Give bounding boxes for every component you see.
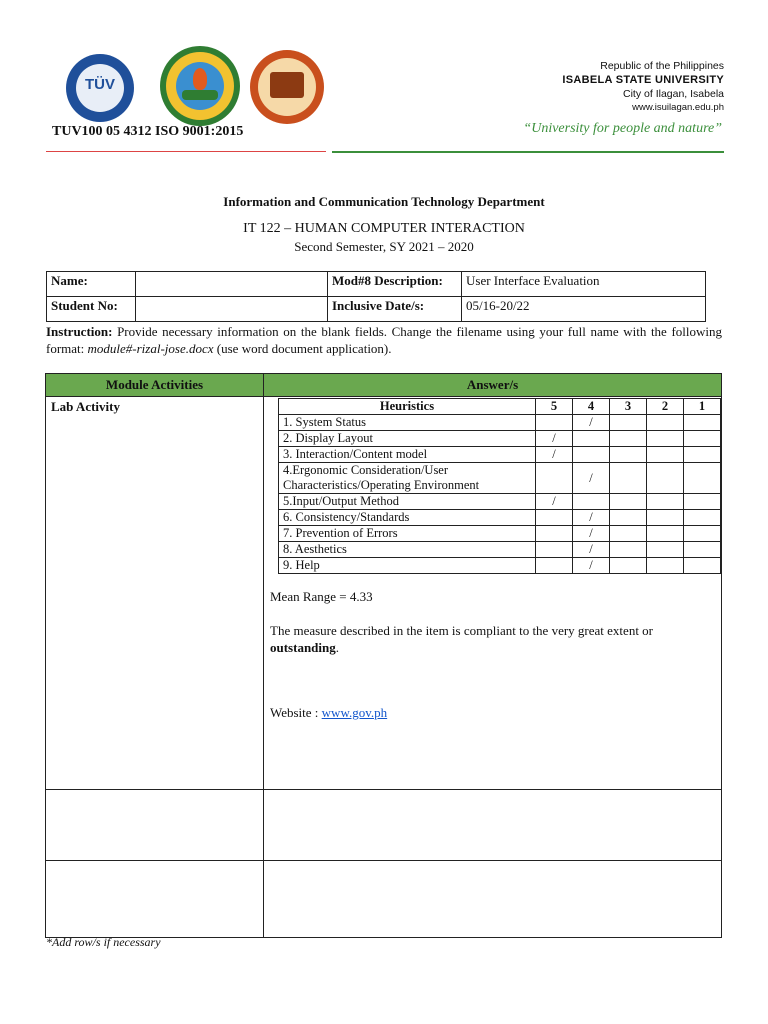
score-cell[interactable]	[647, 510, 684, 526]
score-cell[interactable]	[573, 431, 610, 447]
score-cell[interactable]	[610, 542, 647, 558]
mod-description-field[interactable]: User Interface Evaluation	[462, 272, 706, 297]
score-cell[interactable]	[684, 431, 721, 447]
score-cell[interactable]: /	[536, 431, 573, 447]
heuristic-row	[279, 526, 721, 542]
measure-text: The measure described in the item is compliant to the very great extent or	[270, 623, 654, 638]
heuristic-row	[279, 447, 721, 463]
instruction-paragraph	[46, 323, 722, 357]
heuristic-row	[279, 463, 721, 494]
score-cell[interactable]	[647, 447, 684, 463]
heuristic-name: 6. Consistency/Standards	[279, 510, 536, 526]
heuristic-name: 1. System Status	[279, 415, 536, 431]
country-text: Republic of the Philippines	[600, 60, 724, 72]
heuristics-table	[278, 398, 721, 574]
score-cell[interactable]	[684, 526, 721, 542]
heuristics-header: Heuristics	[279, 399, 536, 415]
score-cell[interactable]	[536, 463, 573, 494]
website-line	[270, 704, 721, 721]
score-cell[interactable]	[610, 447, 647, 463]
header-divider-green	[332, 151, 724, 153]
certification-caption: TUV100 05 4312 ISO 9001:2015	[52, 124, 244, 139]
score-cell[interactable]	[684, 542, 721, 558]
activities-table	[45, 373, 722, 938]
empty-answer-cell[interactable]	[264, 861, 722, 938]
tuv-certification-logo: TÜV	[66, 54, 134, 122]
student-no-label: Student No:	[47, 297, 136, 322]
heuristic-name: 9. Help	[279, 558, 536, 574]
score-cell[interactable]	[610, 494, 647, 510]
heuristic-name: 7. Prevention of Errors	[279, 526, 536, 542]
score-cell[interactable]: /	[536, 447, 573, 463]
score-cell[interactable]	[610, 526, 647, 542]
score-cell[interactable]	[536, 526, 573, 542]
score-cell[interactable]	[647, 494, 684, 510]
score-cell[interactable]	[684, 415, 721, 431]
header-divider-red	[46, 151, 326, 152]
measure-paragraph	[270, 622, 721, 656]
empty-activity-cell[interactable]	[46, 861, 264, 938]
student-info-table	[46, 271, 706, 322]
university-motto: “University for people and nature”	[523, 121, 722, 136]
score-cell[interactable]: /	[573, 463, 610, 494]
heuristic-row	[279, 510, 721, 526]
heuristic-row	[279, 558, 721, 574]
department-title: Information and Communication Technology Department	[223, 194, 545, 209]
website-link[interactable]: www.gov.ph	[321, 705, 388, 720]
score-cell[interactable]	[647, 526, 684, 542]
score-cell[interactable]	[536, 542, 573, 558]
score-cell[interactable]	[610, 510, 647, 526]
name-label: Name:	[47, 272, 136, 297]
score-cell[interactable]: /	[573, 415, 610, 431]
semester-text: Second Semester, SY 2021 – 2020	[294, 239, 474, 254]
empty-activity-cell[interactable]	[46, 790, 264, 861]
empty-answer-cell[interactable]	[264, 790, 722, 861]
score-cell[interactable]: /	[573, 542, 610, 558]
score-cell[interactable]	[684, 558, 721, 574]
dates-field[interactable]: 05/16-20/22	[462, 297, 706, 322]
score-cell[interactable]	[573, 447, 610, 463]
instruction-label: Instruction:	[46, 324, 113, 339]
course-title: IT 122 – HUMAN COMPUTER INTERACTION	[243, 221, 525, 236]
evaluation-summary	[264, 574, 721, 721]
heuristic-row	[279, 415, 721, 431]
score-cell[interactable]: /	[573, 558, 610, 574]
score-cell[interactable]	[610, 415, 647, 431]
university-website[interactable]: www.isuilagan.edu.ph	[632, 102, 724, 113]
score-cell[interactable]: /	[573, 510, 610, 526]
instruction-filename: module#-rizal-jose.docx	[87, 341, 214, 356]
lab-activity-label: Lab Activity	[46, 397, 264, 790]
measure-rating: outstanding	[270, 640, 336, 655]
module-activities-header: Module Activities	[46, 374, 264, 397]
name-field[interactable]	[136, 272, 328, 297]
heuristic-name: 8. Aesthetics	[279, 542, 536, 558]
heuristic-row	[279, 542, 721, 558]
score-cell[interactable]	[536, 415, 573, 431]
score-cell[interactable]	[647, 415, 684, 431]
footnote: *Add row/s if necessary	[46, 935, 161, 949]
measure-end: .	[335, 640, 339, 655]
score-cell[interactable]: /	[573, 526, 610, 542]
mean-range-text: Mean Range = 4.33	[270, 589, 373, 604]
student-no-field[interactable]	[136, 297, 328, 322]
score-header: 3	[610, 399, 647, 415]
heuristic-name: 3. Interaction/Content model	[279, 447, 536, 463]
heuristic-name: 2. Display Layout	[279, 431, 536, 447]
instruction-text: Provide necessary information on the blank fields. Change the filename using your full name with the following format:	[46, 324, 722, 356]
score-cell[interactable]	[536, 558, 573, 574]
logo-group	[52, 46, 332, 144]
lab-activity-answer	[264, 397, 722, 790]
score-cell[interactable]	[610, 431, 647, 447]
campus-seal-logo	[250, 50, 324, 124]
heuristic-row	[279, 431, 721, 447]
website-label: Website :	[270, 705, 322, 720]
score-cell[interactable]	[647, 431, 684, 447]
score-cell[interactable]	[684, 463, 721, 494]
score-header: 2	[647, 399, 684, 415]
score-cell[interactable]	[684, 494, 721, 510]
score-header: 1	[684, 399, 721, 415]
score-cell[interactable]	[536, 510, 573, 526]
score-cell[interactable]: /	[536, 494, 573, 510]
heuristic-name: 4.Ergonomic Consideration/User Characteristics/Operating Environment	[279, 463, 536, 494]
score-cell[interactable]	[684, 447, 721, 463]
score-header: 4	[573, 399, 610, 415]
isu-seal-logo	[160, 46, 240, 126]
city-text: City of Ilagan, Isabela	[623, 88, 724, 100]
score-header: 5	[536, 399, 573, 415]
score-cell[interactable]	[647, 558, 684, 574]
score-cell[interactable]	[647, 542, 684, 558]
score-cell[interactable]	[647, 463, 684, 494]
mod-label: Mod#8 Description:	[328, 272, 462, 297]
score-cell[interactable]	[684, 510, 721, 526]
heuristic-name: 5.Input/Output Method	[279, 494, 536, 510]
instruction-suffix: (use word document application).	[213, 341, 392, 356]
score-cell[interactable]	[610, 558, 647, 574]
university-name: ISABELA STATE UNIVERSITY	[562, 74, 724, 86]
score-cell[interactable]	[573, 494, 610, 510]
dates-label: Inclusive Date/s:	[328, 297, 462, 322]
heuristic-row	[279, 494, 721, 510]
score-cell[interactable]	[610, 463, 647, 494]
answers-header: Answer/s	[264, 374, 722, 397]
university-header	[562, 59, 724, 115]
